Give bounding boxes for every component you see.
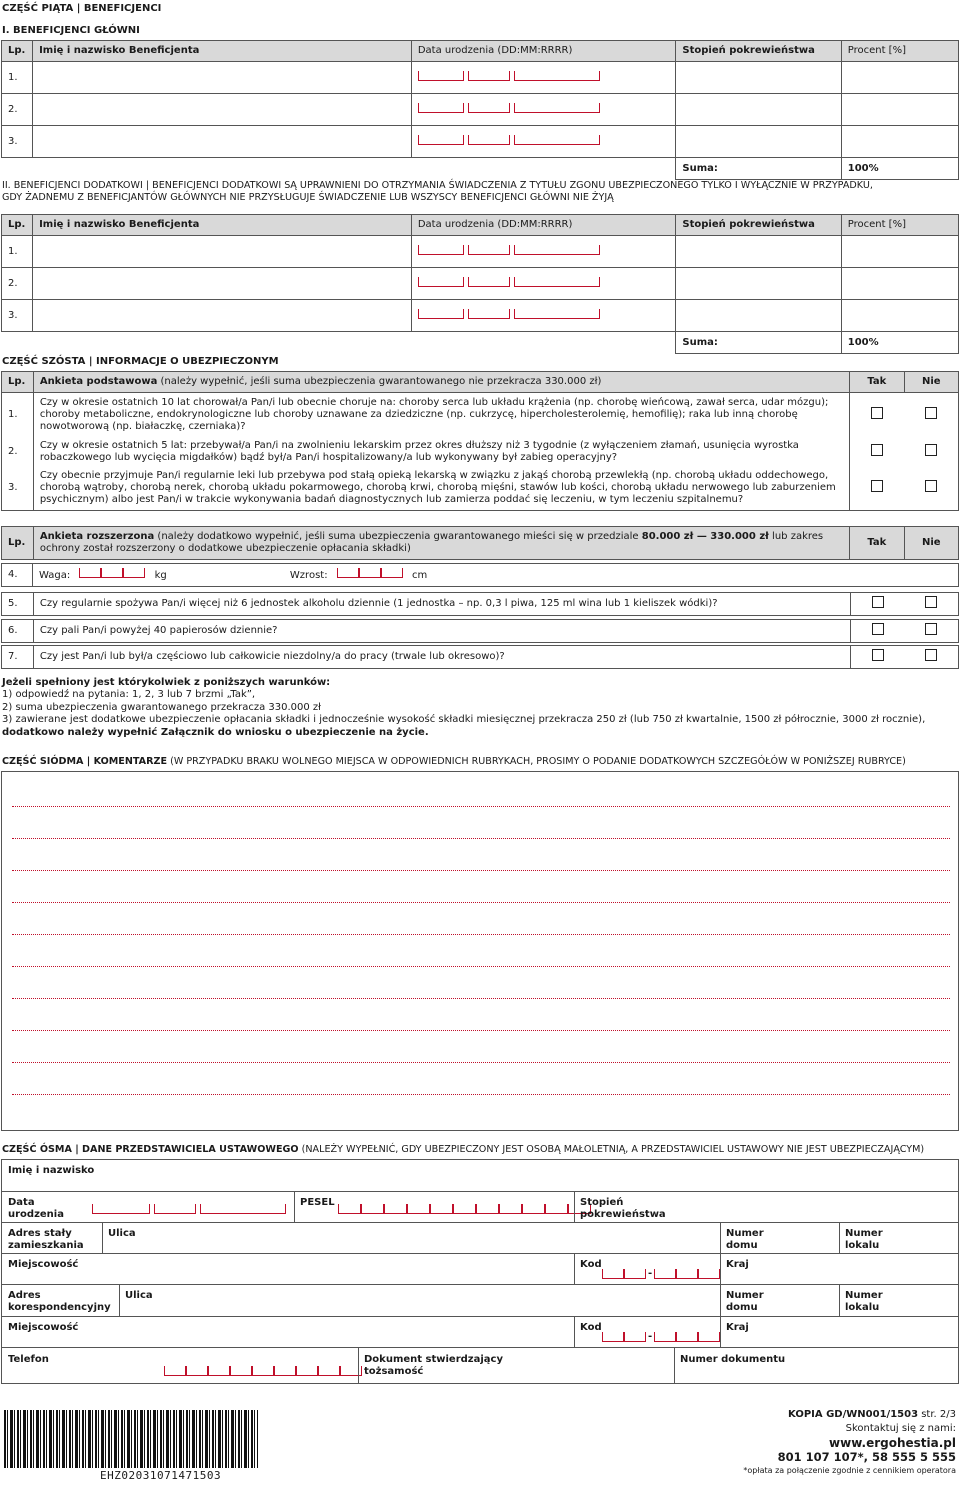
- height-unit: cm: [411, 570, 428, 581]
- weight-input[interactable]: [79, 568, 145, 578]
- question-5-row: [1, 592, 959, 616]
- no-checkbox[interactable]: [925, 444, 937, 456]
- part7-note: (W PRZYPADKU BRAKU WOLNEGO MIEJSCA W ODPOWIEDNICH RUBRYKACH, PROSIMY O PODANIE DODATKOWYCH SZCZEGÓŁÓW W PONIŻSZEJ RUBRYCE): [170, 756, 906, 767]
- relation-field[interactable]: [676, 236, 841, 268]
- yes-checkbox[interactable]: [872, 649, 884, 661]
- question-number: 6.: [2, 620, 34, 643]
- relation-field[interactable]: [676, 62, 841, 94]
- dob-field[interactable]: [411, 268, 676, 300]
- sum-value: 100%: [841, 332, 958, 354]
- weight-height-fields: [32, 564, 958, 587]
- dob-field[interactable]: [411, 62, 676, 94]
- question-text: Czy w okresie ostatnich 10 lat chorował/a Pan/i lub obecnie choruje na: choroby serca lub układu krążenia (np. chorobę wieńcową, zawał serca, udar mózgu); choroby metaboliczne, endokrynologiczne lub choroby uznawane za dziedziczne (np. cukrzycę, hipercholesterolemię, hemofilię); raka lub inną chorobę nowotworową (np. białaczkę, czerniaka)?: [33, 393, 849, 437]
- col-relation: Stopień pokrewieństwa: [676, 215, 841, 236]
- yes-checkbox[interactable]: [871, 444, 883, 456]
- yes-checkbox[interactable]: [872, 596, 884, 608]
- percent-field[interactable]: [841, 62, 958, 94]
- relation-label: Stopień pokrewieństwa: [580, 1197, 666, 1220]
- id-document-label: Dokument stwierdzający tożsamość: [364, 1354, 503, 1377]
- col-lp: Lp.: [2, 41, 33, 62]
- name-field[interactable]: [33, 300, 412, 332]
- conditions-block: [2, 677, 957, 739]
- col-dob: Data urodzenia (DD:MM:RRRR): [411, 215, 676, 236]
- extended-note-a: (należy dodatkowo wypełnić, jeśli suma ubezpieczenia gwarantowanego mieści się w przedziale: [157, 531, 639, 542]
- footer-contact: [743, 1408, 956, 1478]
- col-percent: Procent [%]: [841, 215, 958, 236]
- main-beneficiaries-table: [1, 40, 959, 180]
- street-label: Ulica: [108, 1228, 136, 1239]
- relation-field[interactable]: [676, 126, 841, 158]
- row-number: 3.: [2, 126, 33, 158]
- question-row: [2, 393, 959, 437]
- yes-checkbox[interactable]: [872, 623, 884, 635]
- dob-input[interactable]: [92, 1204, 286, 1214]
- postal-label: Kod: [580, 1259, 602, 1270]
- sum-value: 100%: [841, 158, 958, 180]
- name-label: Imię i nazwisko: [8, 1165, 95, 1176]
- phone-numbers: 801 107 107*, 58 555 5 555: [777, 1450, 956, 1464]
- question-number: 1.: [2, 393, 34, 437]
- question-7-row: [1, 645, 959, 669]
- dob-field[interactable]: [411, 126, 676, 158]
- condition-1: 1) odpowiedź na pytania: 1, 2, 3 lub 7 brzmi „Tak”,: [2, 689, 256, 701]
- relation-field[interactable]: [676, 268, 841, 300]
- col-tak: Tak: [850, 527, 904, 560]
- part8-header: [2, 1144, 957, 1155]
- website-link[interactable]: www.ergohestia.pl: [829, 1436, 956, 1450]
- barcode-text: EHZ02031071471503: [100, 1469, 222, 1482]
- question-text: Czy w okresie ostatnich 5 lat: przebywał/a Pan/i na zwolnieniu lekarskim przez okres dłuższy niż 3 tygodnie (z wyłączeniem złamań, usunięcia wyrostka robaczkowego lub wycięcia migdałków) bądź był/a Pan/i hospitalizowany/a lub wykonywany był zabieg operacyjny?: [33, 437, 849, 467]
- question-text: Czy regularnie spożywa Pan/i więcej niż 6 jednostek alkoholu dziennie (1 jednostka – np. 0,3 l piwa, 125 ml wina lub 1 kieliszek wódki)?: [33, 593, 850, 616]
- percent-field[interactable]: [841, 268, 958, 300]
- postal-input[interactable]: [602, 1268, 720, 1279]
- sum-label: Suma:: [676, 332, 841, 354]
- col-tak: Tak: [850, 372, 904, 393]
- corr-city-label: Miejscowość: [8, 1322, 79, 1333]
- question-row: [2, 467, 959, 511]
- city-label: Miejscowość: [8, 1259, 79, 1270]
- basic-survey-header: [33, 372, 849, 393]
- condition-2: 2) suma ubezpieczenia gwarantowanego przekracza 330.000 zł: [2, 701, 322, 713]
- corr-flat-label: Numer lokalu: [845, 1290, 883, 1313]
- part6-title: CZĘŚĆ SZÓSTA | INFORMACJE O UBEZPIECZONYM: [2, 356, 279, 367]
- col-lp: Lp.: [2, 372, 34, 393]
- basic-survey-table: [1, 371, 959, 511]
- corr-country-label: Kraj: [726, 1322, 749, 1333]
- part8-title: CZĘŚĆ ÓSMA | DANE PRZEDSTAWICIELA USTAWOWEGO: [2, 1144, 299, 1155]
- corr-address-label: Adres korespondencyjny: [8, 1290, 111, 1313]
- question-number: 4.: [2, 564, 33, 587]
- col-nie: Nie: [904, 372, 958, 393]
- row-number: 2.: [2, 268, 33, 300]
- corr-street-label: Ulica: [125, 1290, 153, 1301]
- corr-postal-input[interactable]: [602, 1331, 720, 1342]
- basic-survey-note: (należy wypełnić, jeśli suma ubezpieczenia gwarantowanego nie przekracza 330.000 zł): [160, 376, 602, 387]
- no-checkbox[interactable]: [925, 649, 937, 661]
- yes-checkbox[interactable]: [871, 480, 883, 492]
- representative-form: [1, 1159, 959, 1384]
- fee-note: *opłata za połączenie zgodnie z cennikiem operatora: [743, 1466, 956, 1475]
- document-number-label: Numer dokumentu: [680, 1354, 786, 1365]
- part5-sub2: [2, 180, 957, 204]
- page-number: str. 2/3: [921, 1409, 956, 1420]
- no-checkbox[interactable]: [925, 407, 937, 419]
- basic-survey-title: Ankieta podstawowa: [39, 376, 158, 387]
- col-percent: Procent [%]: [841, 41, 958, 62]
- copy-code: KOPIA GD/WN001/1503: [788, 1409, 919, 1420]
- weight-height-row: [1, 563, 959, 587]
- question-number: 7.: [2, 646, 34, 669]
- part7-title: CZĘŚĆ SIÓDMA | KOMENTARZE: [2, 756, 168, 767]
- postal-dash: -: [648, 1331, 653, 1342]
- part5-sub2-line2: GDY ŻADNEMU Z BENEFICJANTÓW GŁÓWNYCH NIE PRZYSŁUGUJE ŚWIADCZENIE LUB WSZYSCY BENEFICJENCI GŁÓWNI NIE ŻYJĄ: [2, 192, 614, 203]
- address-label: Adres stały zamieszkania: [8, 1228, 84, 1251]
- condition-3: 3) zawierane jest dodatkowe ubezpieczenie opłacania składki i jednocześnie wysokość składki miesięcznej przekracza 250 zł (lub 750 zł kwartalnie, 1500 zł półrocznie, 3000 zł rocznie),: [2, 714, 926, 726]
- col-name: Imię i nazwisko Beneficjenta: [33, 215, 412, 236]
- dob-field[interactable]: [411, 236, 676, 268]
- weight-unit: kg: [154, 570, 167, 581]
- height-input[interactable]: [337, 568, 403, 578]
- name-field[interactable]: [33, 236, 412, 268]
- country-label: Kraj: [726, 1259, 749, 1270]
- col-relation: Stopień pokrewieństwa: [676, 41, 841, 62]
- corr-postal-label: Kod: [580, 1322, 602, 1333]
- yes-checkbox[interactable]: [871, 407, 883, 419]
- house-label: Numer domu: [726, 1228, 764, 1251]
- phone-label: Telefon: [8, 1354, 49, 1365]
- conditions-title: Jeżeli spełniony jest którykolwiek z poniższych warunków:: [2, 677, 331, 688]
- percent-field[interactable]: [841, 236, 958, 268]
- flat-label: Numer lokalu: [845, 1228, 883, 1251]
- row-number: 1.: [2, 62, 33, 94]
- pesel-label: PESEL: [300, 1197, 335, 1208]
- no-checkbox[interactable]: [925, 623, 937, 635]
- percent-field[interactable]: [841, 126, 958, 158]
- dob-field[interactable]: [411, 94, 676, 126]
- name-field[interactable]: [33, 268, 412, 300]
- conditions-final: dodatkowo należy wypełnić Załącznik do wniosku o ubezpieczenie na życie.: [2, 726, 429, 738]
- part7-header: [2, 756, 957, 767]
- row-number: 3.: [2, 300, 33, 332]
- part5-title: CZĘŚĆ PIĄTA | BENEFICJENCI: [2, 3, 162, 14]
- question-number: 5.: [2, 593, 34, 616]
- extended-note-b: lub zakres ochrony został rozszerzony o dodatkowe ubezpieczenie opłacania składki): [39, 531, 824, 554]
- col-dob: Data urodzenia (DD:MM:RRRR): [411, 41, 676, 62]
- no-checkbox[interactable]: [925, 596, 937, 608]
- corr-house-label: Numer domu: [726, 1290, 764, 1313]
- extended-survey-header: [33, 527, 849, 560]
- table-row: [2, 268, 959, 300]
- question-number: 3.: [2, 467, 34, 511]
- table-row: [2, 94, 959, 126]
- dob-label: Data urodzenia: [8, 1197, 64, 1220]
- col-name: Imię i nazwisko Beneficjenta: [33, 41, 412, 62]
- relation-field[interactable]: [676, 300, 841, 332]
- question-text: Czy pali Pan/i powyżej 40 papierosów dziennie?: [33, 620, 850, 643]
- question-text: Czy jest Pan/i lub był/a częściowo lub całkowicie niezdolny/a do pracy (trwale lub okresowo)?: [33, 646, 850, 669]
- question-number: 2.: [2, 437, 34, 467]
- part8-note: (NALEŻY WYPEŁNIĆ, GDY UBEZPIECZONY JEST OSOBĄ MAŁOLETNIĄ, A PRZEDSTAWICIEL USTAWOWY NIE JEST UBEZPIECZAJĄCYM): [301, 1144, 925, 1155]
- part5-sub2-line1: II. BENEFICJENCI DODATKOWI | BENEFICJENCI DODATKOWI SĄ UPRAWNIENI DO OTRZYMANIA ŚWIADCZENIA Z TYTUŁU ZGONU UBEZPIECZONEGO TYLKO I WYŁĄCZNIE W PRZYPADKU,: [2, 180, 873, 191]
- relation-field[interactable]: [676, 94, 841, 126]
- question-text: Czy obecnie przyjmuje Pan/i regularnie leki lub przebywa pod stałą opieką lekarską w związku z jakąś chorobą przewlekłą (np. chorobą układu oddechowego, chorobą wątroby, chorobą nerek, chorobą układu pokarmowego, chorobą krwi, chorobą mięśni, stawów lub kości, chorobą układu nerwowego lub zaburzeniem psychicznym) albo jest Pan/i w trakcie wykonywania badań diagnostycznych lub zamierza poddać się leczeniu, w tym leczeniu szpitalnemu?: [33, 467, 849, 511]
- pesel-input[interactable]: [338, 1204, 591, 1214]
- row-number: 2.: [2, 94, 33, 126]
- col-lp: Lp.: [2, 527, 34, 560]
- barcode: [4, 1410, 258, 1468]
- extended-survey-table: [1, 526, 959, 560]
- percent-field[interactable]: [841, 300, 958, 332]
- dob-field[interactable]: [411, 300, 676, 332]
- name-field[interactable]: [33, 126, 412, 158]
- table-row: [2, 62, 959, 94]
- postal-dash: -: [648, 1268, 653, 1279]
- table-row: [2, 126, 959, 158]
- weight-label: Waga:: [38, 570, 71, 581]
- question-row: [2, 437, 959, 467]
- row-number: 1.: [2, 236, 33, 268]
- col-nie: Nie: [904, 527, 958, 560]
- extra-beneficiaries-table: [1, 214, 959, 354]
- height-label: Wzrost:: [289, 570, 328, 581]
- extended-range: 80.000 zł — 330.000 zł: [641, 531, 769, 542]
- table-row: [2, 300, 959, 332]
- name-field[interactable]: [33, 94, 412, 126]
- no-checkbox[interactable]: [925, 480, 937, 492]
- name-field[interactable]: [33, 62, 412, 94]
- extended-survey-title: Ankieta rozszerzona: [39, 531, 155, 542]
- percent-field[interactable]: [841, 94, 958, 126]
- question-6-row: [1, 619, 959, 643]
- contact-label: Skontaktuj się z nami:: [845, 1423, 956, 1434]
- comments-box[interactable]: [1, 771, 959, 1131]
- phone-input[interactable]: [164, 1366, 362, 1376]
- col-lp: Lp.: [2, 215, 33, 236]
- table-row: [2, 236, 959, 268]
- part5-sub1: I. BENEFICJENCI GŁÓWNI: [2, 25, 140, 36]
- sum-label: Suma:: [676, 158, 841, 180]
